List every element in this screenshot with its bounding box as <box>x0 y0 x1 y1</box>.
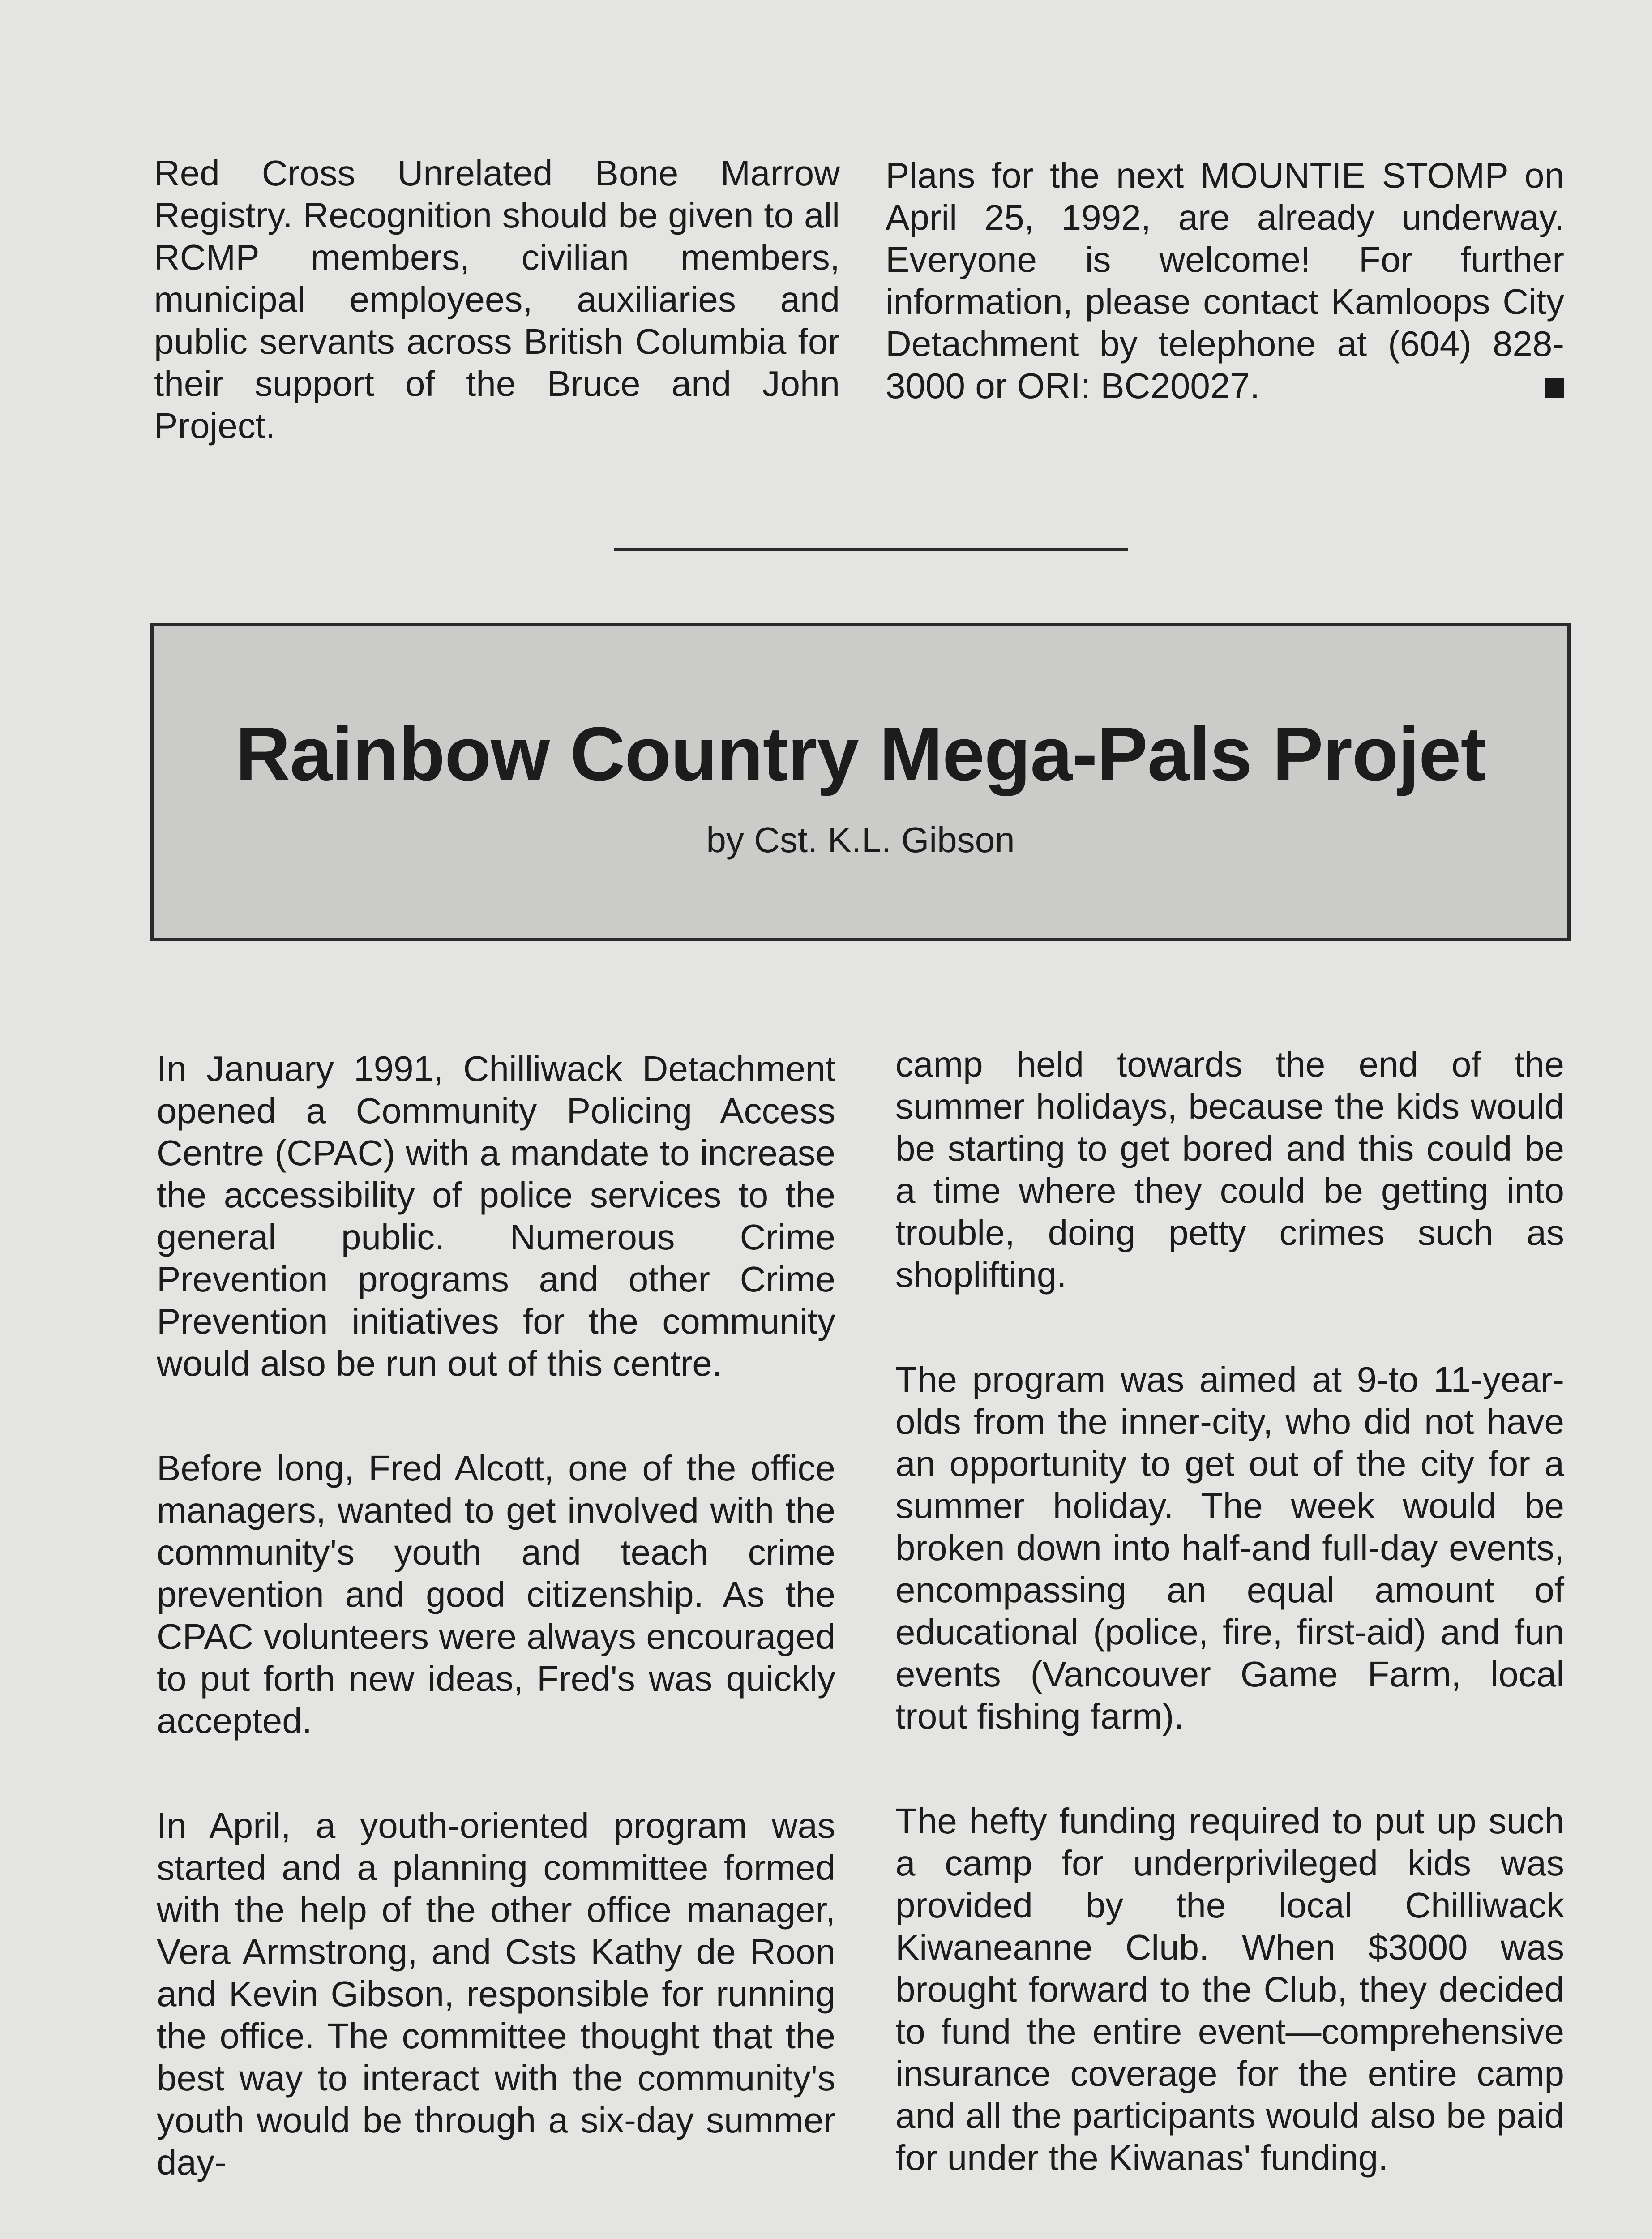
top-left-column <box>154 152 840 447</box>
end-of-article-square-icon <box>1545 378 1564 398</box>
top-right-column <box>886 154 1564 407</box>
left-paragraph-1: In January 1991, Chilliwack Detachment opened a Community Policing Access Centre (CPAC) with a mandate to increase the accessibility of police services to the general public. Numerous Crime Prevention programs and other Crime Prevention initiatives for the community would also be run out of this centre. <box>157 1049 835 1383</box>
article-title-box <box>150 623 1571 941</box>
right-paragraph-1: camp held towards the end of the summer holidays, because the kids would be starting to get bored and this could be a time where they could be getting into trouble, doing petty crimes such as shoplifting. <box>895 1044 1564 1295</box>
article-byline: by Cst. K.L. Gibson <box>706 820 1015 860</box>
top-right-paragraph: Plans for the next MOUNTIE STOMP on April 25, 1992, are already underway. Everyone is welcome! For further information, please contact Kamloops City Detachment by telephone at (604) 828-3000 or ORI: BC20027. <box>886 155 1564 406</box>
right-paragraph-3: The hefty funding required to put up such a camp for underprivileged kids was provided by the local Chilliwack Kiwaneanne Club. When $3000 was brought forward to the Club, they decided to fund the entire event—comprehensive insurance coverage for the entire camp and all the participants would also be paid for under the Kiwanas' funding. <box>895 1801 1564 2178</box>
right-paragraph-2: The program was aimed at 9-to 11-year-olds from the inner-city, who did not have an opportunity to get out of the city for a summer holiday. The week would be broken down into half-and full-day events, encompassing an equal amount of educational (police, fire, first-aid) and fun events (Vancouver Game Farm, local trout fishing farm). <box>895 1360 1564 1736</box>
section-divider <box>614 548 1128 551</box>
top-left-paragraph: Red Cross Unrelated Bone Marrow Registry. Recognition should be given to all RCMP members, civilian members, municipal employees, auxiliaries and public servants across British Columbia for their support of the Bruce and John Project. <box>154 153 840 446</box>
left-paragraph-2: Before long, Fred Alcott, one of the office managers, wanted to get involved with the community's youth and teach crime prevention and good citizenship. As the CPAC volunteers were always encouraged to put forth new ideas, Fred's was quickly accepted. <box>157 1448 835 1741</box>
article-left-column <box>157 1048 835 2183</box>
left-paragraph-3: In April, a youth-oriented program was started and a planning committee formed with the help of the other office manager, Vera Armstrong, and Csts Kathy de Roon and Kevin Gibson, responsible for running the office. The committee thought that the best way to interact with the community's youth would be through a six-day summer day- <box>157 1806 835 2182</box>
article-right-column <box>895 1043 1564 2179</box>
article-title: Rainbow Country Mega-Pals Projet <box>235 712 1486 797</box>
